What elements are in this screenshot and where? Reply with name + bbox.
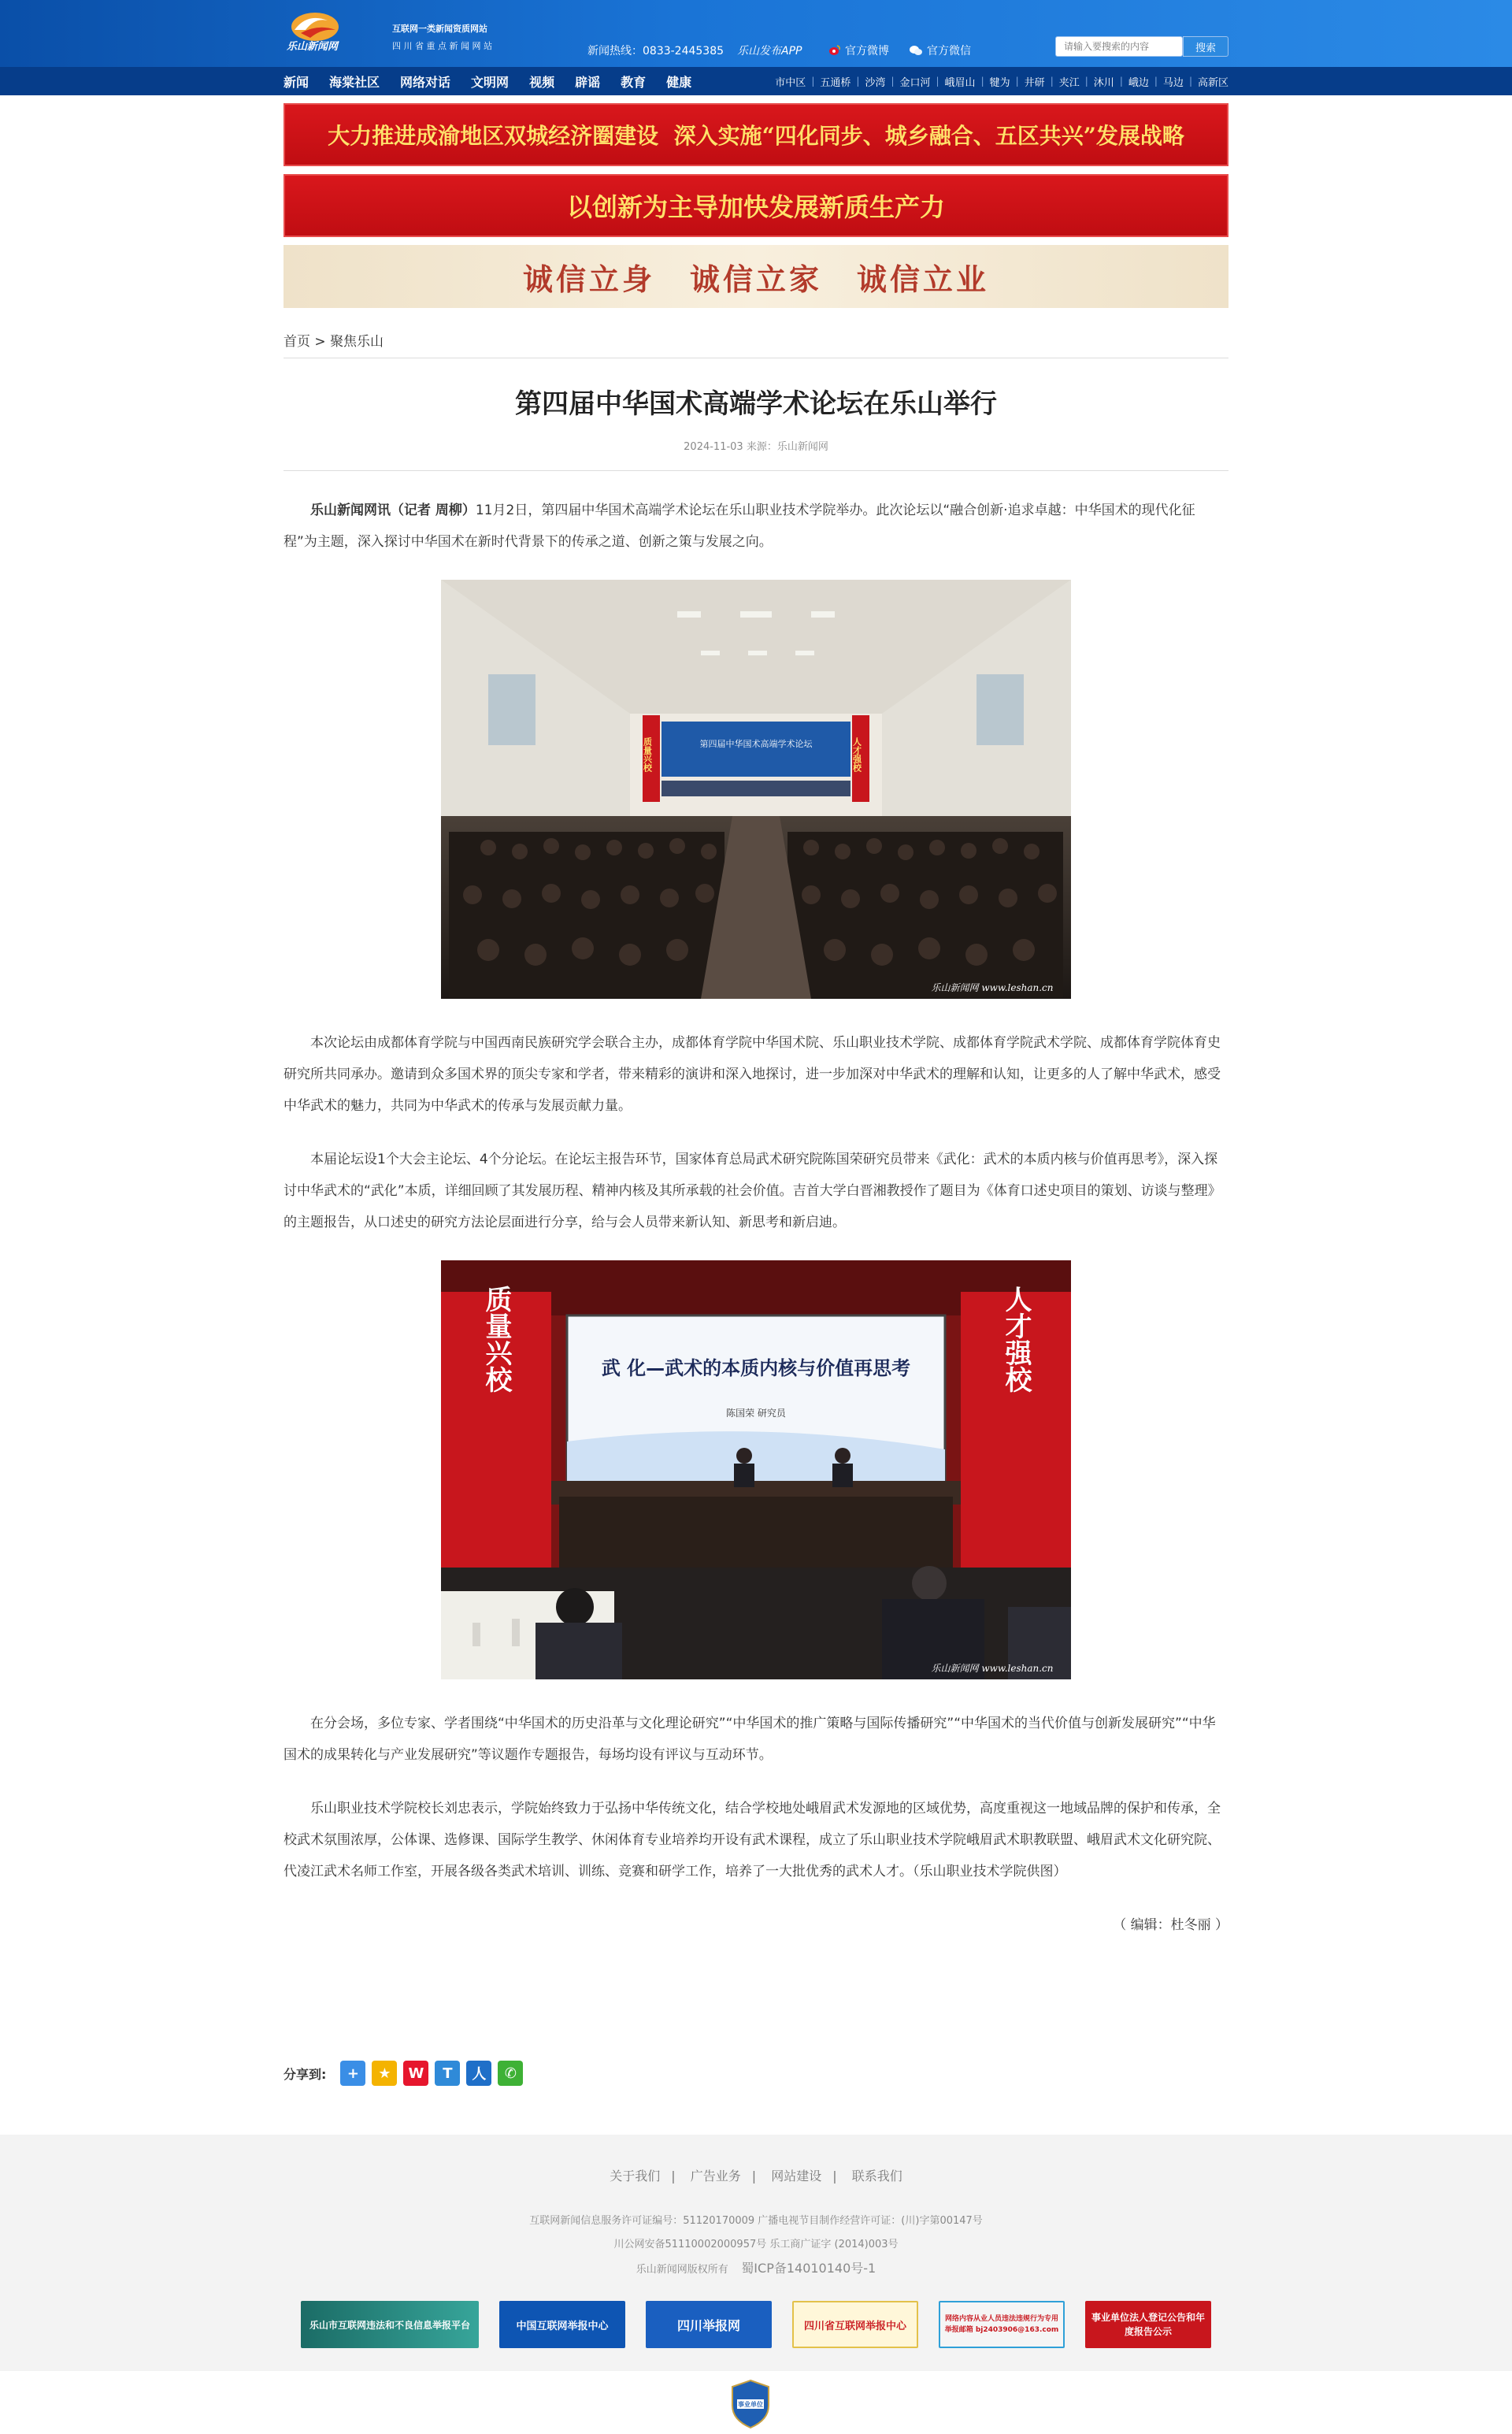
renren-icon[interactable]: 人 (466, 2061, 491, 2086)
breadcrumb-section[interactable]: 聚焦乐山 (330, 334, 384, 350)
badge-sichuan-report[interactable] (646, 2301, 772, 2348)
district-link[interactable]: 井研 (1024, 76, 1045, 89)
badge-institution[interactable] (1085, 2301, 1211, 2348)
stage-screen-title: 武 化—武术的本质内核与价值再思考 (601, 1357, 911, 1379)
article-paragraph: 本次论坛由成都体育学院与中国西南民族研究学会联合主办，成都体育学院中华国术院、乐山职业技术学院、成都体育学院武术学院、成都体育学院体育史研究所共同承办。邀请到众多国术界的顶尖专家和学者，带来精彩的演讲和深入地探讨，进一步加深对中华武术的理解和认知，让更多的人了解中华武术，感受中华武术的魅力，共同为中华武术的传承与发展贡献力量。 (284, 1035, 1221, 1114)
article-paragraph-text: 11月2日，第四届中华国术高端学术论坛在乐山职业技术学院举办。此次论坛以“融合创新·追求卓越：中华国术的现代化征程”为主题，深入探讨中华国术在新时代背景下的传承之道、创新之策与发展之向。 (284, 503, 1195, 550)
integrity-slogan: 诚信立家 (689, 261, 822, 297)
nav-item-community[interactable]: 海棠社区 (329, 74, 380, 90)
hall-watermark: 乐山新闻网 www.leshan.cn (931, 982, 1054, 993)
district-link[interactable]: 沙湾 (865, 76, 886, 89)
breadcrumb (284, 330, 1228, 358)
footer-link-ads[interactable]: 广告业务 (690, 2169, 741, 2184)
hall-photo-drawing (441, 580, 1071, 999)
wechat-icon[interactable]: ✆ (498, 2061, 523, 2086)
hall-left-pillar: 质量兴校 (642, 737, 653, 772)
nav-item-news[interactable]: 新闻 (284, 74, 309, 90)
nav-main-links (284, 72, 712, 91)
badge-sichuan-internet[interactable] (792, 2301, 918, 2348)
district-link[interactable]: 沐川 (1093, 76, 1114, 89)
article-title: 第四届中华国术高端学术论坛在乐山举行 (515, 388, 997, 420)
integrity-slogan: 诚信立身 (522, 261, 655, 297)
district-link[interactable]: 峨边 (1128, 76, 1149, 89)
badge-label: 四川省互联网举报中心 (803, 2320, 906, 2332)
nav-district-links: 市中区 | 五通桥 | 沙湾 | 金口河 | 峨眉山 | 犍为 | 井研 | 夹江 | 沐川 | 峨边 | 马边 | 高新区 (775, 74, 1228, 89)
qzone-icon[interactable]: ★ (372, 2061, 397, 2086)
footer-link-contact[interactable]: 联系我们 (851, 2169, 902, 2184)
app-link-label: 乐山发布APP (737, 45, 802, 58)
district-link[interactable]: 金口河 (899, 76, 931, 89)
weibo-icon (828, 45, 841, 56)
hall-stage-banner: 第四届中华国术高端学术论坛 (699, 739, 813, 749)
footer-link-build[interactable]: 网站建设 (771, 2169, 822, 2184)
stage-watermark: 乐山新闻网 www.leshan.cn (931, 1663, 1054, 1674)
banner-chengyu-text: 大力推进成渝地区双城经济圈建设 深入实施“四化同步、城乡融合、五区共兴”发展战略 (328, 123, 1184, 149)
logo-text: 乐山新闻网 (287, 41, 339, 53)
footer-license-line: 互联网新闻信息服务许可证编号：51120170009 广播电视节目制作经营许可证：(川)字第00147号 (529, 2215, 983, 2227)
breadcrumb-home[interactable]: 首页 (284, 334, 310, 350)
article-paragraph (284, 495, 1228, 558)
nav-item-dialogue[interactable]: 网络对话 (400, 74, 451, 90)
site-footer (0, 2135, 1512, 2371)
tagline-line-2: 四 川 省 重 点 新 闻 网 站 (392, 41, 492, 51)
tencent-icon[interactable]: T (435, 2061, 460, 2086)
badge-leshan-report[interactable] (301, 2301, 479, 2348)
wechat-icon (909, 45, 923, 56)
article-paragraph: 本届论坛设1个大会主论坛、4个分论坛。在论坛主报告环节，国家体育总局武术研究院陈国荣研究员带来《武化：武术的本质内核与价值再思考》，深入探讨中华武术的“武化”本质，详细回顾了其发展历程、精神内核及其所承载的社会价值。吉首大学白晋湘教授作了题目为《体育口述史项目的策划、访谈与整理》的主题报告，从口述史的研究方法论层面进行分享，给与会人员带来新认知、新思考和新启迪。 (284, 1152, 1221, 1230)
badge-label: 乐山市互联网违法和不良信息举报平台 (309, 2319, 470, 2331)
share-label: 分享到: (284, 2066, 327, 2082)
footer-security-line: 川公网安备51110002000957号 乐工商广证字 (2014)003号 (613, 2239, 899, 2250)
footer-license-info (0, 2210, 1512, 2282)
article-editor: （ 编辑：杜冬丽 ） (1113, 1917, 1228, 1933)
banner-innovation[interactable] (284, 174, 1228, 237)
main-nav (0, 67, 1512, 95)
app-link[interactable] (737, 43, 802, 58)
tagline-line-1: 互联网一类新闻资质网站 (392, 24, 487, 34)
banner-chengyu[interactable] (284, 103, 1228, 166)
badge-china-report[interactable] (499, 2301, 625, 2348)
article-lead: 乐山新闻网讯（记者 周柳） (310, 503, 476, 518)
emblem-label: 事业单位 (738, 2401, 763, 2408)
article-photo-hall (441, 580, 1071, 999)
footer-badges (0, 2301, 1512, 2348)
search-input[interactable] (1055, 36, 1183, 57)
weibo-icon[interactable]: W (403, 2061, 428, 2086)
badge-label: 中国互联网举报中心 (516, 2320, 609, 2332)
share-more-icon[interactable]: + (340, 2061, 365, 2086)
nav-item-video[interactable]: 视频 (529, 74, 555, 90)
breadcrumb-separator: > (314, 334, 326, 350)
badge-label: 网络内容从业人员违法违规行为专用举报邮箱 bj2403906@163.com (944, 2315, 1059, 2334)
article-paragraph: 在分会场，多位专家、学者围绕“中华国术的历史沿革与文化理论研究”“中华国术的推广策略与国际传播研究”“中华国术的当代价值与创新发展研究”“中华国术的成果转化与产业发展研究”等议题作专题报告，每场均设有评议与互动环节。 (284, 1716, 1216, 1763)
weibo-link-label: 官方微博 (845, 45, 889, 58)
stage-photo-drawing (441, 1260, 1071, 1679)
stage-screen-speaker: 陈国荣 研究员 (726, 1408, 786, 1419)
district-link[interactable]: 高新区 (1197, 76, 1228, 89)
stage-left-pillar: 质量兴校 (480, 1286, 512, 1393)
article-photo-stage (441, 1260, 1071, 1679)
district-link[interactable]: 马边 (1162, 76, 1184, 89)
banner-innovation-text: 以创新为主导加快发展新质生产力 (566, 192, 945, 222)
search-button[interactable]: 搜索 (1183, 36, 1228, 57)
footer-icp[interactable]: 蜀ICP备14010140号-1 (741, 2261, 876, 2276)
nav-item-health[interactable]: 健康 (666, 74, 692, 90)
badge-label: 事业单位法人登记公告和年度报告公示 (1091, 2312, 1205, 2337)
nav-item-rumor[interactable]: 辟谣 (575, 74, 601, 90)
integrity-slogan: 诚信立业 (857, 261, 990, 297)
wechat-link-label: 官方微信 (927, 45, 971, 58)
district-link[interactable]: 市中区 (775, 76, 806, 89)
banner-integrity[interactable] (284, 245, 1228, 308)
district-link[interactable]: 夹江 (1058, 76, 1080, 89)
article-paragraph: 乐山职业技术学院校长刘忠表示，学院始终致力于弘扬中华传统文化，结合学校地处峨眉武术发源地的区域优势，高度重视这一地域品牌的保护和传承，全校武术氛围浓厚，公体课、选修课、国际学生教学、休闲体育专业培养均开设有武术课程，成立了乐山职业技术学院峨眉武术职教联盟、峨眉武术文化研究院、代凌江武术名师工作室，开展各级各类武术培训、训练、竞赛和研学工作，培养了一大批优秀的武术人才。（乐山职业技术学院供图） (284, 1801, 1221, 1879)
top-header (0, 0, 1512, 67)
news-hotline: 新闻热线：0833-2445385 (587, 45, 724, 58)
hall-right-pillar: 人才强校 (851, 737, 862, 772)
article-body (284, 495, 1228, 1941)
footer-copyright: 乐山新闻网版权所有 (636, 2264, 728, 2276)
stage-right-pillar: 人才强校 (1000, 1286, 1032, 1393)
badge-label: 四川举报网 (676, 2317, 740, 2333)
weibo-link[interactable] (828, 43, 889, 58)
footer-link-about[interactable]: 关于我们 (610, 2169, 661, 2184)
share-bar (284, 2057, 1228, 2089)
wechat-link[interactable] (909, 43, 971, 58)
badge-report-email[interactable] (939, 2301, 1065, 2348)
institution-emblem[interactable] (729, 2379, 772, 2429)
article-meta: 2024-11-03 来源：乐山新闻网 (284, 438, 1228, 471)
district-link[interactable]: 峨眉山 (944, 76, 976, 89)
shield-icon (729, 2379, 772, 2429)
district-link[interactable]: 犍为 (989, 76, 1010, 89)
district-link[interactable]: 五通桥 (820, 76, 851, 89)
footer-links: 关于我们 | 广告业务 | 网站建设 | 联系我们 (610, 2169, 902, 2184)
nav-item-civilization[interactable]: 文明网 (471, 74, 510, 90)
nav-item-education[interactable]: 教育 (621, 74, 647, 90)
